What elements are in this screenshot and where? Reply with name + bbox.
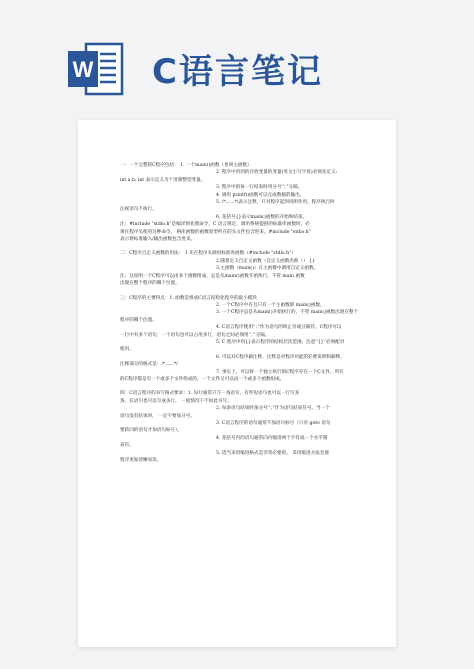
doc-line: 使用。 [120,347,134,353]
page-header [0,0,474,118]
doc-line: 7. 事实上，可以将一个独立执行的C程序存在一个C文件。所有 [216,369,344,375]
doc-line: 二：C程序自定义函数的用法： 1 先在程序头调用标准库函数（#include "stdio.h"） [120,251,296,257]
doc-line: 4. C语言程序使用“；”作为语句的终止符或分隔符。C程序可以 [216,325,342,331]
doc-line: 6. 花括号{}表示main()函数的开始和结束。 [216,214,308,220]
doc-line: 3.主函数（main()）在主函数中调用自定义函数。 [216,266,319,272]
document-body [120,162,364,464]
doc-line: 5. 适当采用缩进格式是非常必要的。 采用缩进方法会使 [216,450,329,456]
section-2 [120,250,364,287]
doc-line: 注：#include "stdio.h"是编译预处理命令。C 语言规定，调用系统提供的标准库函数时，必 [120,222,310,228]
doc-line: 5. C 程序中用{}表示程序的结构层次范围。注意“{}”必须配对 [216,339,345,345]
page-title: C语言笔记 [152,52,323,92]
document-page [78,120,396,647]
doc-line: 语句没有结束时， 一定不要加分号。 [120,413,195,419]
doc-line: 2. 程序中用到的存放变量的变量(英文小写字母)必须先定义: [216,170,338,176]
doc-line: 4. 调用 printf()函数可以完成数据的输出。 [216,192,305,198]
section-3 [120,295,364,384]
doc-line: 须在程序头使用这种命令。 格库函数的函数原型所在的头文件包含进来。#include "stdio.h" [120,229,311,235]
doc-line: int a,b; int 表示定义为十进制整型变量。 [120,177,206,183]
doc-line: 出现在整个程序的哪个位置。 [120,281,180,287]
doc-line: 3. C语言程序的语句通常不加语句标号（只有 goto 语句 [216,421,331,426]
doc-line: 2. 每条语句结束时加分号“；”作为语句结束符号。当一个 [216,406,330,412]
doc-line: 表示将标准输入/输出函数包含进来。 [120,237,196,243]
word-document-icon [66,42,124,96]
section-1 [120,162,364,243]
doc-line: 5. /*......*/表示注释，只对程序起到说明作用，程序执行时 [216,200,335,206]
doc-line: 2. 一个C程序中有且只有一个主函数即 main()函数。 [216,302,325,308]
doc-line: 3. 程序中的每一行结束时用分号“；”分隔。 [216,185,303,191]
doc-line: 程序更加清晰易读。 [120,458,162,464]
doc-line: 表符。 [120,443,134,449]
doc-line: 注视语句不执行。 [120,207,157,213]
section-4 [120,390,364,464]
doc-line: 程序的哪个位置。 [120,317,157,323]
doc-line: 的C程序都是有一个或多个文件组成的，一个文件又可以由一个或多个函数组成。 [120,376,285,382]
doc-line: 要转向的语句才加语句标号）。 [120,428,183,434]
doc-line: 一：一个完整的C程序包括： 1. 一个main()函数（也叫主函数） [120,163,252,168]
doc-line: 4. 花括号内的语句通常向内缩进两个字符或一个水平制 [216,435,328,441]
doc-line: 四：C语言程序的书写格式要求：1. 每行通常只写一条语句，有些短语句也可以一行写多 [120,391,300,397]
doc-line: 三：C程序的主要特点：1. 函数是组成C语言结构化程序的最小模块 [120,295,257,301]
doc-line: 2.随着定义自定义函数（自定义函数名称（） {} [216,258,315,264]
doc-line: 注释部分的格式是：/*......*/ [120,362,178,368]
doc-line: 一行中有多个语句，一个语句也可以占用多行，语句之间必须用“；”分隔。 [120,332,270,338]
doc-line: 6. 可以对C程序做注释，注释是对程序功能的必要说明和解释。 [216,354,345,360]
word-logo-letter: W [72,57,94,82]
doc-line: 3. 一个C程序总是从main()开始执行的，不管 main()函数出现在整个 [216,310,359,316]
doc-line: 注：这说明一个C程序可以由多个函数组成，总是从main()函数开始执行，不管 main 函数 [120,273,305,279]
doc-line: 条，长语句也可以写成多行， 一般情况下不如此书写。 [120,398,232,404]
